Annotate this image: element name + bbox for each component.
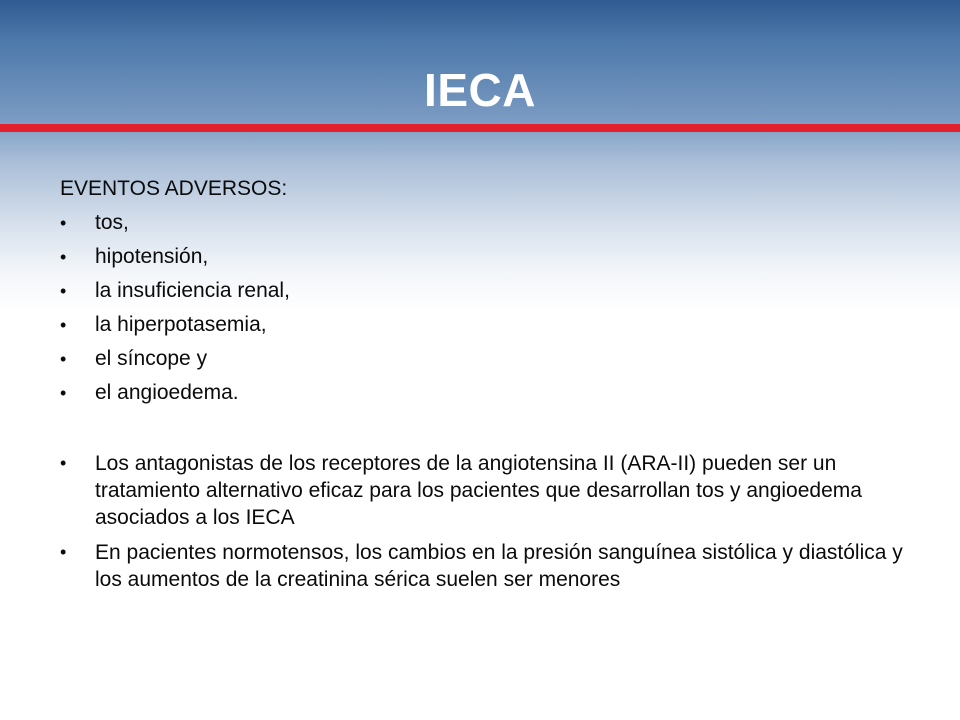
slide-content: [60, 172, 910, 601]
list-item: [60, 308, 910, 342]
list-item-text: la hiperpotasemia,: [95, 313, 267, 336]
list-item-text: la insuficiencia renal,: [95, 279, 290, 302]
adverse-events-list: [60, 206, 910, 410]
bullet-icon: •: [60, 349, 67, 369]
slide-title: IECA: [424, 64, 536, 116]
list-item: [60, 376, 910, 410]
list-item: [60, 450, 910, 531]
list-item-text: hipotensión,: [95, 245, 209, 268]
list-item-text: tos,: [95, 211, 129, 234]
list-item: [60, 274, 910, 308]
bullet-icon: •: [60, 542, 67, 562]
bullet-icon: •: [60, 213, 67, 233]
bullet-icon: •: [60, 383, 67, 403]
list-item: [60, 206, 910, 240]
list-item-text: Los antagonistas de los receptores de la angiotensina II (ARA-II) pueden ser un tratamiento alternativo eficaz para los pacientes que desarrollan tos y angioedema asociados a los IECA: [95, 452, 862, 529]
notes-list: [60, 450, 910, 593]
bullet-icon: •: [60, 453, 67, 473]
list-item: [60, 539, 910, 593]
list-item-text: En pacientes normotensos, los cambios en la presión sanguínea sistólica y diastólica y los aumentos de la creatinina sérica suelen ser menores: [95, 541, 903, 591]
section-heading: EVENTOS ADVERSOS:: [60, 177, 288, 200]
bullet-icon: •: [60, 247, 67, 267]
list-item: [60, 342, 910, 376]
list-item-text: el síncope y: [95, 347, 208, 370]
title-divider: [0, 124, 960, 132]
bullet-icon: •: [60, 315, 67, 335]
list-item-text: el angioedema.: [95, 381, 239, 404]
bullet-icon: •: [60, 281, 67, 301]
list-item: [60, 240, 910, 274]
